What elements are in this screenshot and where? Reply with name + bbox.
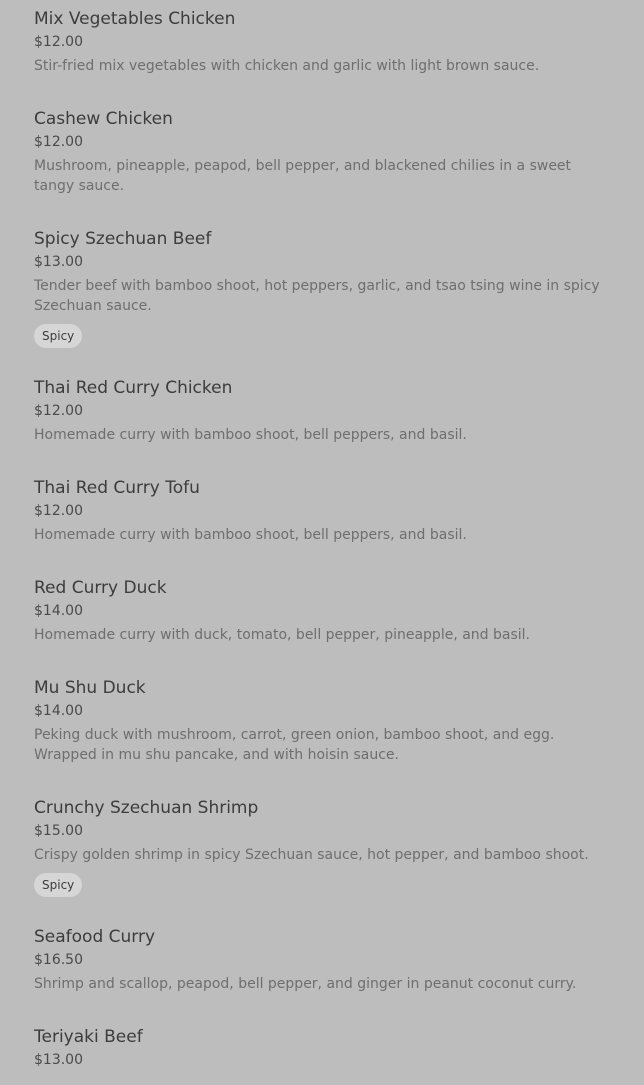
item-description: Crispy golden shrimp in spicy Szechuan sauce, hot pepper, and bamboo shoot.	[34, 847, 589, 863]
item-name: Teriyaki Beef	[34, 1027, 143, 1047]
item-tags	[34, 873, 614, 897]
menu-item	[34, 576, 614, 645]
item-description: Tender beef with bamboo shoot, hot peppers, garlic, and tsao tsing wine in spicy Szechuan sauce.	[34, 278, 600, 314]
menu-list	[34, 0, 614, 1070]
item-price: $13.00	[34, 1052, 83, 1068]
item-name: Spicy Szechuan Beef	[34, 229, 212, 249]
menu-item	[34, 227, 614, 348]
item-spacer	[34, 545, 614, 576]
item-name: Thai Red Curry Tofu	[34, 478, 200, 498]
item-price: $12.00	[34, 503, 83, 519]
item-price: $12.00	[34, 134, 83, 150]
menu-item	[34, 376, 614, 445]
menu-item	[34, 796, 614, 897]
item-description: Homemade curry with bamboo shoot, bell peppers, and basil.	[34, 527, 467, 543]
item-price: $14.00	[34, 603, 83, 619]
item-name: Mu Shu Duck	[34, 678, 146, 698]
item-spacer	[34, 897, 614, 925]
item-spacer	[34, 645, 614, 676]
item-spacer	[34, 0, 614, 7]
item-price: $13.00	[34, 254, 83, 270]
item-spacer	[34, 994, 614, 1025]
item-tags	[34, 324, 614, 348]
spicy-tag: Spicy	[34, 324, 82, 348]
item-name: Red Curry Duck	[34, 578, 167, 598]
item-price: $12.00	[34, 34, 83, 50]
item-price: $16.50	[34, 952, 83, 968]
item-name: Thai Red Curry Chicken	[34, 378, 233, 398]
item-description: Shrimp and scallop, peapod, bell pepper, and ginger in peanut coconut curry.	[34, 976, 577, 992]
item-description: Mushroom, pineapple, peapod, bell pepper, and blackened chilies in a sweet tangy sauce.	[34, 158, 572, 194]
item-spacer	[34, 348, 614, 376]
item-spacer	[34, 445, 614, 476]
menu-item	[34, 107, 614, 196]
item-price: $14.00	[34, 703, 83, 719]
spicy-tag: Spicy	[34, 873, 82, 897]
item-description: Peking duck with mushroom, carrot, green onion, bamboo shoot, and egg. Wrapped in mu shu pancake, and with hoisin sauce.	[34, 727, 555, 763]
item-name: Seafood Curry	[34, 927, 156, 947]
menu-item	[34, 676, 614, 765]
item-description: Homemade curry with duck, tomato, bell pepper, pineapple, and basil.	[34, 627, 530, 643]
item-name: Crunchy Szechuan Shrimp	[34, 798, 259, 818]
item-description: Homemade curry with bamboo shoot, bell peppers, and basil.	[34, 427, 467, 443]
menu-item	[34, 925, 614, 994]
menu-item	[34, 7, 614, 76]
item-price: $12.00	[34, 403, 83, 419]
item-description: Stir-fried mix vegetables with chicken and garlic with light brown sauce.	[34, 58, 540, 74]
item-spacer	[34, 76, 614, 107]
item-spacer	[34, 196, 614, 227]
item-name: Mix Vegetables Chicken	[34, 9, 236, 29]
item-name: Cashew Chicken	[34, 109, 173, 129]
item-price: $15.00	[34, 823, 83, 839]
menu-item	[34, 1025, 614, 1070]
menu-item	[34, 476, 614, 545]
item-spacer	[34, 765, 614, 796]
